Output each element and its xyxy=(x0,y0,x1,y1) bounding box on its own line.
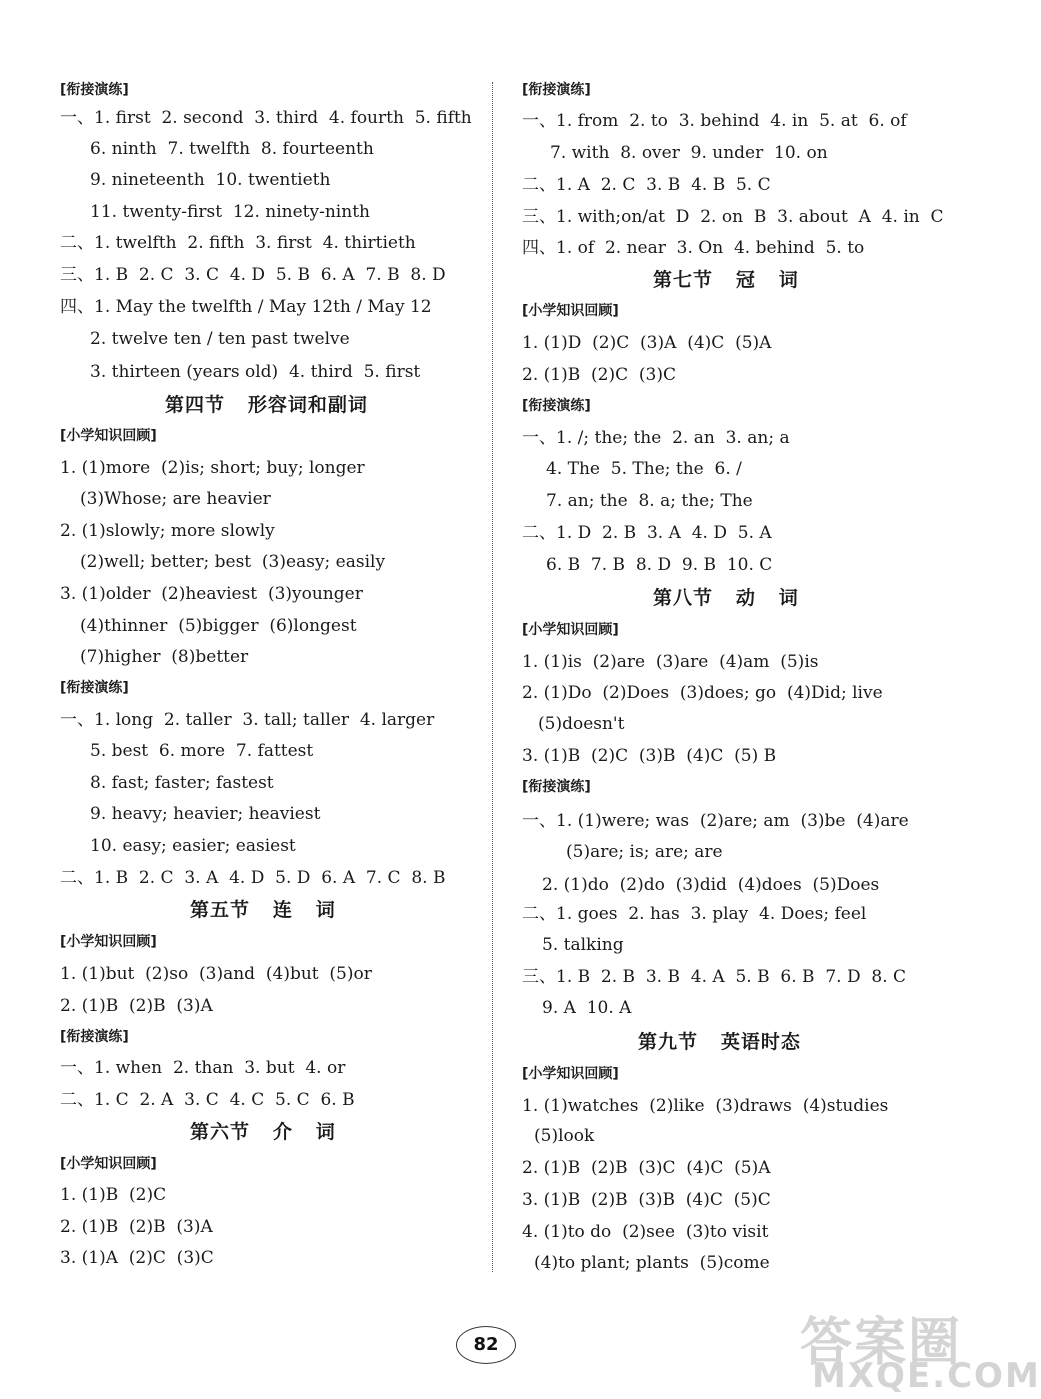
section-title: 第九节 英语时态 xyxy=(638,1031,801,1053)
answer-line: (2)well; better; best (3)easy; easily xyxy=(80,552,386,572)
answer-line: 二、1. C 2. A 3. C 4. C 5. C 6. B xyxy=(60,1090,355,1110)
answer-line: 一、1. from 2. to 3. behind 4. in 5. at 6. of xyxy=(522,111,907,131)
answer-line: 1. (1)watches (2)like (3)draws (4)studies xyxy=(522,1096,889,1116)
answer-line: (5)are; is; are; are xyxy=(566,842,723,862)
watermark-url: MXQE.COM xyxy=(812,1356,1041,1396)
answer-line: 9. A 10. A xyxy=(542,998,632,1018)
section-title: 第四节 形容词和副词 xyxy=(165,394,368,416)
section-label: [衔接演练] xyxy=(60,1029,129,1045)
answer-line: (5)look xyxy=(534,1126,595,1146)
section-title: 第六节 介 词 xyxy=(190,1121,336,1143)
answer-line: 四、1. of 2. near 3. On 4. behind 5. to xyxy=(522,238,865,258)
section-label: [小学知识回顾] xyxy=(522,303,619,319)
answer-line: 1. (1)is (2)are (3)are (4)am (5)is xyxy=(522,652,819,672)
section-label: [小学知识回顾] xyxy=(60,934,157,950)
answer-line: 1. (1)B (2)C xyxy=(60,1185,167,1205)
answer-line: (4)thinner (5)bigger (6)longest xyxy=(80,616,357,636)
watermark-logo: 答案圈 xyxy=(800,1313,963,1373)
answer-line: 2. (1)B (2)B (3)C (4)C (5)A xyxy=(522,1158,771,1178)
section-label: [衔接演练] xyxy=(522,779,591,795)
answer-line: 二、1. twelfth 2. fifth 3. first 4. thirtieth xyxy=(60,233,416,253)
answer-line: 一、1. (1)were; was (2)are; am (3)be (4)are xyxy=(522,811,909,831)
answer-line: 7. an; the 8. a; the; The xyxy=(546,491,753,511)
answer-line: 4. The 5. The; the 6. / xyxy=(546,459,742,479)
answer-line: 一、1. first 2. second 3. third 4. fourth 5. fifth xyxy=(60,108,472,128)
answer-line: 11. twenty-first 12. ninety-ninth xyxy=(90,202,370,222)
answer-line: 1. (1)but (2)so (3)and (4)but (5)or xyxy=(60,964,372,984)
section-label: [小学知识回顾] xyxy=(60,1156,157,1172)
answer-line: 7. with 8. over 9. under 10. on xyxy=(550,143,828,163)
answer-line: 三、1. B 2. B 3. B 4. A 5. B 6. B 7. D 8. C xyxy=(522,967,907,987)
answer-line: 2. (1)B (2)B (3)A xyxy=(60,996,213,1016)
answer-line: 2. (1)B (2)B (3)A xyxy=(60,1217,213,1237)
answer-line: (3)Whose; are heavier xyxy=(80,489,271,509)
answer-line: 1. (1)D (2)C (3)A (4)C (5)A xyxy=(522,333,772,353)
section-title: 第七节 冠 词 xyxy=(653,269,799,291)
section-label: [小学知识回顾] xyxy=(60,428,157,444)
answer-line: 一、1. when 2. than 3. but 4. or xyxy=(60,1058,346,1078)
answer-line: (7)higher (8)better xyxy=(80,647,249,667)
answer-line: (4)to plant; plants (5)come xyxy=(534,1253,770,1273)
answer-line: 3. (1)A (2)C (3)C xyxy=(60,1248,214,1268)
answer-line: 二、1. B 2. C 3. A 4. D 5. D 6. A 7. C 8. B xyxy=(60,868,446,888)
answer-line: 10. easy; easier; easiest xyxy=(90,836,296,856)
answer-line: 2. twelve ten / ten past twelve xyxy=(90,329,350,349)
section-label: [衔接演练] xyxy=(522,398,591,414)
answer-line: 一、1. /; the; the 2. an 3. an; a xyxy=(522,428,790,448)
section-label: [衔接演练] xyxy=(522,82,591,98)
section-title: 第八节 动 词 xyxy=(653,587,799,609)
answer-line: 1. (1)more (2)is; short; buy; longer xyxy=(60,458,365,478)
section-label: [衔接演练] xyxy=(60,82,129,98)
answer-line: (5)doesn't xyxy=(538,714,625,734)
answer-line: 3. (1)B (2)B (3)B (4)C (5)C xyxy=(522,1190,771,1210)
answer-line: 5. talking xyxy=(542,935,624,955)
answer-line: 3. (1)older (2)heaviest (3)younger xyxy=(60,584,363,604)
answer-line: 9. heavy; heavier; heaviest xyxy=(90,804,321,824)
answer-line: 二、1. A 2. C 3. B 4. B 5. C xyxy=(522,175,771,195)
answer-line: 三、1. B 2. C 3. C 4. D 5. B 6. A 7. B 8. D xyxy=(60,265,446,285)
answer-line: 6. B 7. B 8. D 9. B 10. C xyxy=(546,555,773,575)
answer-line: 6. ninth 7. twelfth 8. fourteenth xyxy=(90,139,374,159)
answer-line: 9. nineteenth 10. twentieth xyxy=(90,170,331,190)
section-label: [小学知识回顾] xyxy=(522,1066,619,1082)
answer-line: 三、1. with;on/at D 2. on B 3. about A 4. in C xyxy=(522,207,944,227)
answer-line: 3. (1)B (2)C (3)B (4)C (5) B xyxy=(522,746,777,766)
answer-line: 5. best 6. more 7. fattest xyxy=(90,741,314,761)
section-label: [小学知识回顾] xyxy=(522,622,619,638)
answer-line: 4. (1)to do (2)see (3)to visit xyxy=(522,1222,769,1242)
answer-line: 2. (1)Do (2)Does (3)does; go (4)Did; live xyxy=(522,683,883,703)
section-title: 第五节 连 词 xyxy=(190,899,336,921)
answer-line: 3. thirteen (years old) 4. third 5. first xyxy=(90,362,421,382)
section-label: [衔接演练] xyxy=(60,680,129,696)
column-divider xyxy=(492,82,493,1272)
answer-line: 一、1. long 2. taller 3. tall; taller 4. larger xyxy=(60,710,435,730)
answer-line: 2. (1)slowly; more slowly xyxy=(60,521,275,541)
page-number: 82 xyxy=(456,1326,516,1364)
answer-line: 二、1. goes 2. has 3. play 4. Does; feel xyxy=(522,904,867,924)
answer-line: 8. fast; faster; fastest xyxy=(90,773,274,793)
answer-line: 二、1. D 2. B 3. A 4. D 5. A xyxy=(522,523,772,543)
answer-line: 四、1. May the twelfth / May 12th / May 12 xyxy=(60,297,432,317)
answer-line: 2. (1)do (2)do (3)did (4)does (5)Does xyxy=(542,875,880,895)
answer-line: 2. (1)B (2)C (3)C xyxy=(522,365,676,385)
